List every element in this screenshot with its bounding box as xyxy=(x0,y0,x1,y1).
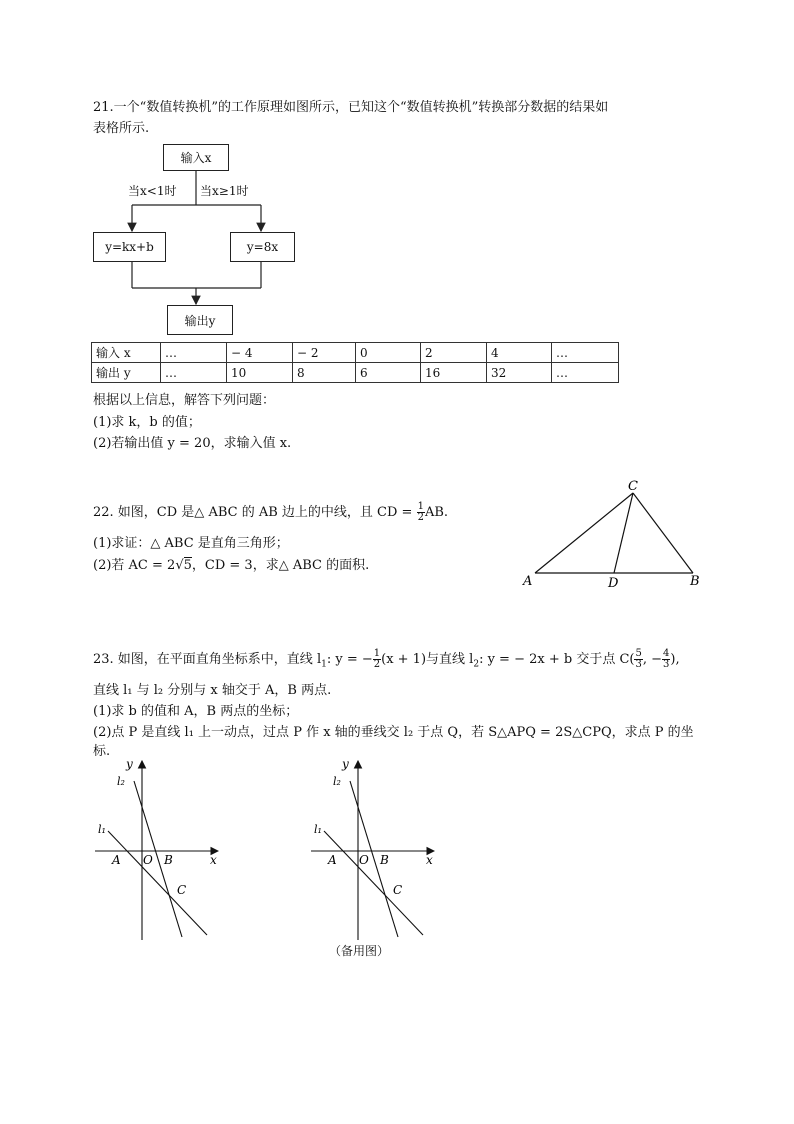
table-row-output xyxy=(92,363,619,383)
label-y: y xyxy=(126,757,133,771)
q21-part2: (2)若输出值 y = 20，求输入值 x. xyxy=(93,436,292,451)
table-cell: … xyxy=(552,343,619,363)
q22-stem xyxy=(93,501,448,523)
line-l1 xyxy=(108,831,207,935)
table-cell: − 2 xyxy=(293,343,356,363)
table-cell: 10 xyxy=(227,363,293,383)
q21-stem-line2: 表格所示. xyxy=(93,121,150,136)
label-a: A xyxy=(328,853,337,867)
q22-part1: (1)求证：△ ABC 是直角三角形； xyxy=(93,536,289,551)
q22-stem-b: AB. xyxy=(424,505,449,520)
line-l2 xyxy=(350,781,398,937)
table-row-input xyxy=(92,343,619,363)
flow-formula-right-box: y=8x xyxy=(230,232,295,262)
table-cell: … xyxy=(552,363,619,383)
table-cell: 8 xyxy=(293,363,356,383)
table-cell: 32 xyxy=(487,363,552,383)
q23-part2-cont: 标. xyxy=(93,744,111,759)
label-o: O xyxy=(143,853,153,867)
label-b: B xyxy=(380,853,389,867)
q23-line2: 直线 l₁ 与 l₂ 分别与 x 轴交于 A，B 两点. xyxy=(93,683,332,698)
label-c: C xyxy=(393,883,403,897)
fraction-half: $\frac{1}{2}$ xyxy=(417,501,424,523)
label-c: C xyxy=(628,479,638,494)
label-x: x xyxy=(426,853,433,867)
q23-stem: 23. 如图，在平面直角坐标系中，直线 $l_1$: y = − $\frac{1}{2}$ (x + 1)与直线 $l_2$: y = − 2x + b 交于点 C( $\frac{5}{3}$ , − $\frac{4}{3}$ ), xyxy=(93,648,680,670)
q23-part1: (1)求 b 的值和 A，B 两点的坐标； xyxy=(93,704,299,719)
q21-data-table xyxy=(91,342,619,383)
q21-info: 根据以上信息，解答下列问题： xyxy=(93,393,276,408)
label-l1: l₁ xyxy=(314,823,322,836)
label-a: A xyxy=(523,574,533,589)
q23-part2: (2)点 P 是直线 l₁ 上一动点，过点 P 作 x 轴的垂线交 l₂ 于点 Q，若 S△APQ = 2S△CPQ，求点 P 的坐 xyxy=(93,725,694,740)
flow-output-box: 输出y xyxy=(167,305,233,335)
label-c: C xyxy=(177,883,187,897)
coordinate-graph-main xyxy=(90,755,240,945)
label-o: O xyxy=(359,853,369,867)
label-b: B xyxy=(164,853,173,867)
label-y: y xyxy=(342,757,349,771)
q22-stem-a: 22. 如图，CD 是△ ABC 的 AB 边上的中线，且 CD = xyxy=(93,505,417,520)
q21-stem-line1: 21.一个“数值转换机”的工作原理如图所示，已知这个“数值转换机”转换部分数据的结果如 xyxy=(93,100,609,115)
table-cell: 0 xyxy=(356,343,421,363)
sqrt-symbol: √ xyxy=(175,558,184,573)
table-cell: 输出 y xyxy=(92,363,161,383)
fraction-four-thirds: $\frac{4}{3}$ xyxy=(663,648,670,670)
table-cell: − 4 xyxy=(227,343,293,363)
segment-cd xyxy=(614,493,633,573)
label-x: x xyxy=(210,853,217,867)
flowchart-connectors xyxy=(0,0,794,340)
fraction-half: $\frac{1}{2}$ xyxy=(373,648,381,670)
segment-ac xyxy=(535,493,633,573)
coordinate-graph-backup xyxy=(306,755,456,945)
fraction-five-thirds: $\frac{5}{3}$ xyxy=(635,648,642,670)
backup-figure-caption: （备用图） xyxy=(329,944,390,958)
flow-condition-right: 当x≥1时 xyxy=(200,184,249,198)
flow-condition-left: 当x<1时 xyxy=(128,184,177,198)
line-l1 xyxy=(324,831,423,935)
table-cell: 4 xyxy=(487,343,552,363)
table-cell: 2 xyxy=(421,343,487,363)
q21-part1: (1)求 k，b 的值； xyxy=(93,415,201,430)
label-d: D xyxy=(608,576,619,591)
q22-part2: (2)若 AC = 2√5，CD = 3，求△ ABC 的面积. xyxy=(93,558,370,573)
table-cell: 输入 x xyxy=(92,343,161,363)
line-l2 xyxy=(134,781,182,937)
label-a: A xyxy=(112,853,121,867)
flow-formula-left-box: y=kx+b xyxy=(93,232,166,262)
table-cell: 6 xyxy=(356,363,421,383)
table-cell: … xyxy=(161,363,227,383)
flow-input-box: 输入x xyxy=(163,144,229,171)
label-l1: l₁ xyxy=(98,823,106,836)
segment-bc xyxy=(633,493,693,573)
table-cell: 16 xyxy=(421,363,487,383)
triangle-abc-figure xyxy=(515,475,715,595)
label-b: B xyxy=(690,574,700,589)
label-l2: l₂ xyxy=(117,775,125,788)
label-l2: l₂ xyxy=(333,775,341,788)
table-cell: … xyxy=(161,343,227,363)
